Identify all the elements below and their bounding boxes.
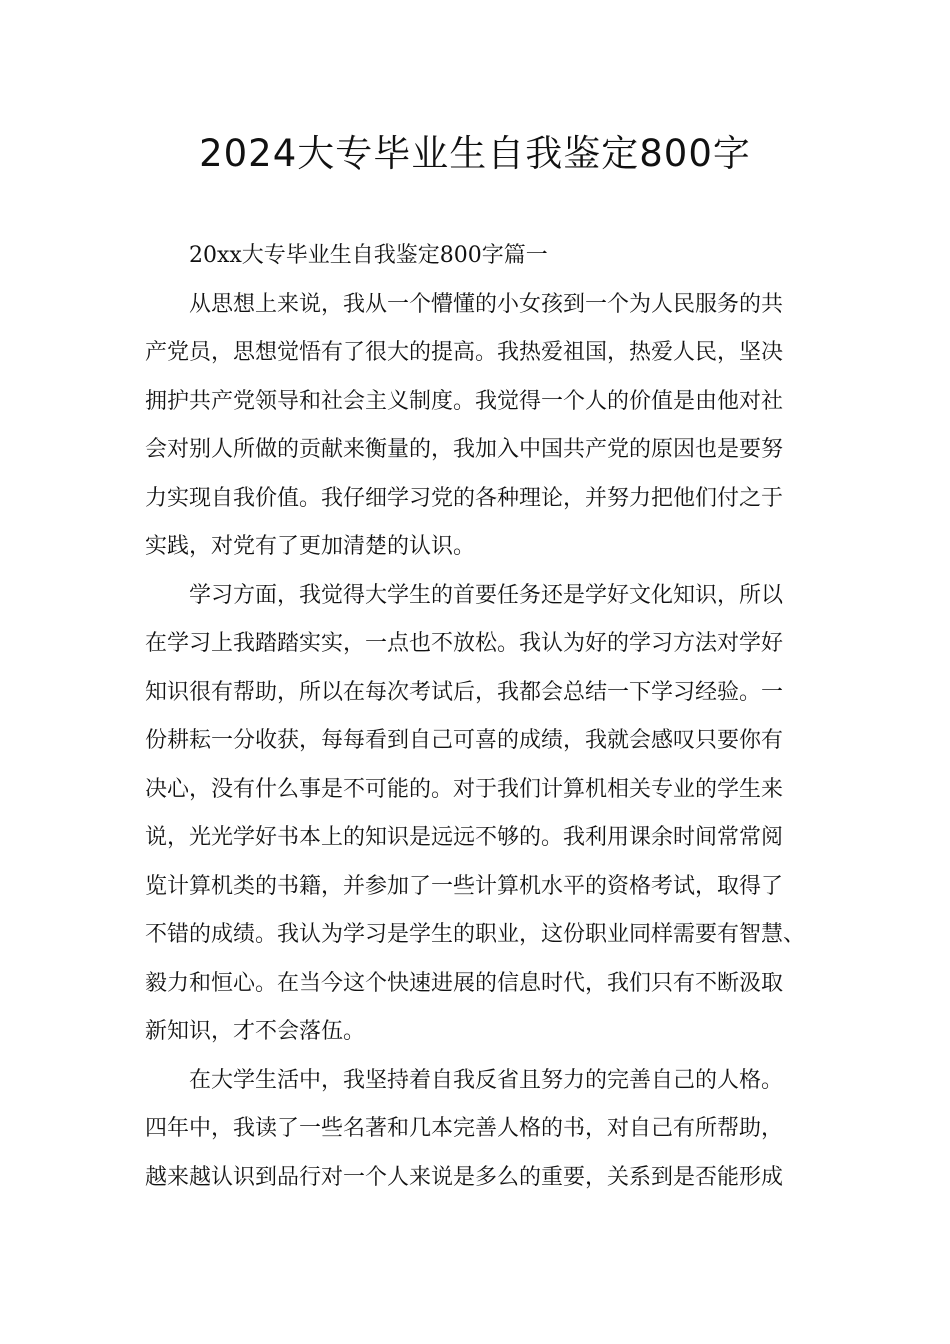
paragraph-line: 在大学生活中，我坚持着自我反省且努力的完善自己的人格。 xyxy=(189,1067,784,1093)
paragraph-line: 份耕耘一分收获，每每看到自己可喜的成绩，我就会感叹只要你有 xyxy=(145,728,784,753)
paragraph-3 xyxy=(145,1057,821,1203)
paragraph-line: 知识很有帮助，所以在每次考试后，我都会总结一下学习经验。一 xyxy=(145,679,784,705)
section-heading: 20xx大专毕业生自我鉴定800字篇一 xyxy=(189,243,548,268)
paragraph-2 xyxy=(145,572,821,1057)
document-title: 2024大专毕业生自我鉴定800字 xyxy=(199,132,751,175)
paragraph-line: 在学习上我踏踏实实，一点也不放松。我认为好的学习方法对学好 xyxy=(145,631,784,656)
paragraph-line: 新知识，才不会落伍。 xyxy=(145,1019,366,1044)
paragraph-1 xyxy=(145,281,821,572)
paragraph-line: 拥护共产党领导和社会主义制度。我觉得一个人的价值是由他对社 xyxy=(145,388,784,414)
paragraph-line: 产党员，思想觉悟有了很大的提高。我热爱祖国，热爱人民，坚决 xyxy=(145,340,784,365)
paragraph-line: 力实现自我价值。我仔细学习党的各种理论，并努力把他们付之于 xyxy=(145,485,784,511)
paragraph-line: 说，光光学好书本上的知识是远远不够的。我利用课余时间常常阅 xyxy=(145,825,784,850)
paragraph-line: 越来越认识到品行对一个人来说是多么的重要，关系到是否能形成 xyxy=(145,1164,784,1190)
paragraph-line: 毅力和恒心。在当今这个快速进展的信息时代，我们只有不断汲取 xyxy=(145,970,784,996)
paragraph-line: 会对别人所做的贡献来衡量的，我加入中国共产党的原因也是要努 xyxy=(145,437,784,462)
paragraph-line: 决心，没有什么事是不可能的。对于我们计算机相关专业的学生来 xyxy=(145,776,784,802)
paragraph-line: 从思想上来说，我从一个懵懂的小女孩到一个为人民服务的共 xyxy=(189,291,784,317)
paragraph-line: 实践，对党有了更加清楚的认识。 xyxy=(145,534,476,559)
paragraph-line: 览计算机类的书籍，并参加了一些计算机水平的资格考试，取得了 xyxy=(145,873,784,899)
section-heading-wrapper xyxy=(145,232,821,281)
paragraph-line: 不错的成绩。我认为学习是学生的职业，这份职业同样需要有智慧、 xyxy=(145,922,806,947)
paragraph-line: 学习方面，我觉得大学生的首要任务还是学好文化知识，所以 xyxy=(189,582,784,608)
document-body xyxy=(145,232,821,1202)
paragraph-line: 四年中，我读了一些名著和几本完善人格的书，对自己有所帮助， xyxy=(145,1116,784,1141)
